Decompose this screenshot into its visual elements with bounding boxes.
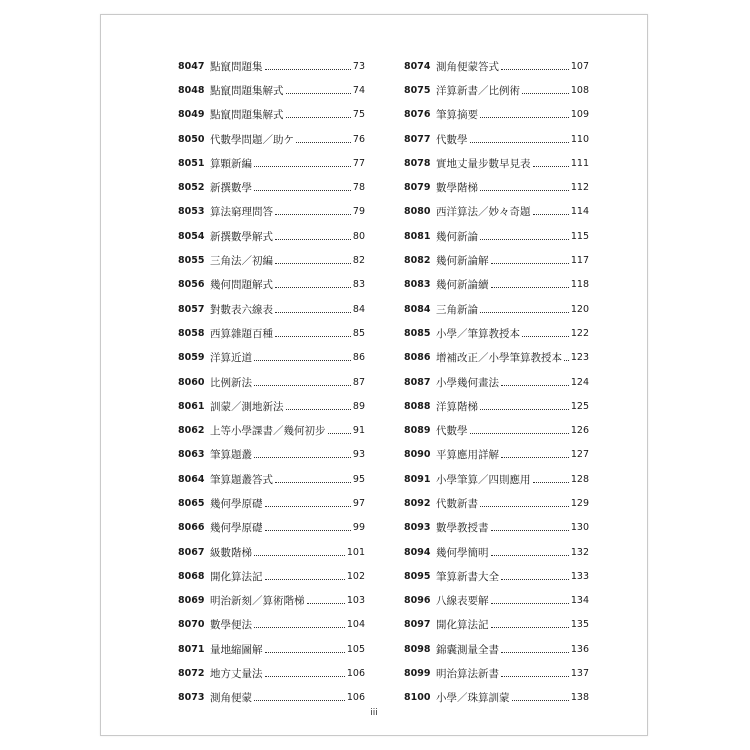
entry-number: 8084 (404, 303, 431, 315)
entry-number: 8064 (178, 473, 205, 485)
entry-number: 8063 (178, 449, 205, 461)
entry-page: 110 (570, 133, 589, 145)
entry-number: 8079 (404, 182, 431, 194)
entry-title: 訓蒙／測地新法 (210, 400, 284, 413)
entry-title: 筆算題叢答式 (210, 473, 273, 486)
dot-leader (501, 652, 569, 653)
toc-entry (178, 661, 365, 685)
toc-entry (178, 321, 365, 345)
entry-title: 洋算近道 (210, 352, 252, 365)
entry-title: 級數階梯 (210, 546, 252, 559)
toc-entry (404, 273, 589, 297)
entry-number: 8060 (178, 376, 205, 388)
entry-title: 筆算題叢 (210, 449, 252, 462)
entry-page: 80 (352, 230, 365, 242)
entry-title: 幾何學原礎 (210, 522, 263, 535)
entry-number: 8070 (178, 619, 205, 631)
entry-page: 135 (570, 619, 589, 631)
entry-page: 82 (352, 255, 365, 267)
toc-entry (404, 175, 589, 199)
entry-page: 93 (352, 449, 365, 461)
toc-entry (178, 151, 365, 175)
entry-title: 實地丈量步數早見表 (436, 157, 531, 170)
entry-title: 平算應用詳解 (436, 449, 499, 462)
toc-entry (404, 418, 589, 442)
entry-number: 8081 (404, 230, 431, 242)
toc-entry (404, 443, 589, 467)
toc-entry (178, 564, 365, 588)
toc-entry (178, 418, 365, 442)
entry-title: 筆算新書大全 (436, 570, 499, 583)
toc-entry (404, 248, 589, 272)
toc-entry (404, 540, 589, 564)
entry-page: 105 (346, 643, 365, 655)
entry-page: 104 (346, 619, 365, 631)
dot-leader (522, 93, 569, 94)
dot-leader (480, 239, 569, 240)
entry-number: 8087 (404, 376, 431, 388)
entry-number: 8069 (178, 595, 205, 607)
entry-title: 上等小學課書／幾何初步 (210, 425, 326, 438)
dot-leader (564, 360, 569, 361)
entry-number: 8083 (404, 279, 431, 291)
entry-page: 120 (570, 303, 589, 315)
dot-leader (533, 482, 569, 483)
entry-title: 增補改正／小學筆算教授本 (436, 352, 562, 365)
entry-number: 8058 (178, 327, 205, 339)
dot-leader (491, 263, 569, 264)
entry-number: 8077 (404, 133, 431, 145)
entry-number: 8049 (178, 109, 205, 121)
entry-page: 130 (570, 522, 589, 534)
entry-number: 8057 (178, 303, 205, 315)
entry-page: 138 (570, 692, 589, 704)
toc-entry (178, 467, 365, 491)
entry-page: 114 (570, 206, 589, 218)
entry-page: 85 (352, 327, 365, 339)
entry-page: 129 (570, 497, 589, 509)
entry-number: 8047 (178, 60, 205, 72)
dot-leader (480, 190, 569, 191)
entry-page: 107 (570, 60, 589, 72)
dot-leader (501, 579, 569, 580)
entry-title: 幾何新論 (436, 230, 478, 243)
entry-number: 8062 (178, 425, 205, 437)
toc-entry (404, 370, 589, 394)
toc-entry (178, 175, 365, 199)
dot-leader (533, 166, 569, 167)
entry-number: 8065 (178, 497, 205, 509)
entry-number: 8098 (404, 643, 431, 655)
toc-entry (404, 589, 589, 613)
entry-title: 幾何問題解式 (210, 279, 273, 292)
toc-entry (404, 686, 589, 710)
entry-page: 109 (570, 109, 589, 121)
toc-entry (178, 394, 365, 418)
toc-entry (178, 613, 365, 637)
entry-page: 97 (352, 497, 365, 509)
entry-title: 三角新論 (436, 303, 478, 316)
entry-title: 幾何新論續 (436, 279, 489, 292)
entry-page: 84 (352, 303, 365, 315)
toc-entry (178, 516, 365, 540)
entry-title: 西算雜題百種 (210, 327, 273, 340)
toc-entry (404, 127, 589, 151)
dot-leader (501, 69, 569, 70)
entry-number: 8096 (404, 595, 431, 607)
dot-leader (265, 676, 345, 677)
entry-number: 8088 (404, 400, 431, 412)
dot-leader (470, 433, 569, 434)
dot-leader (480, 409, 569, 410)
entry-page: 132 (570, 546, 589, 558)
dot-leader (254, 166, 351, 167)
entry-page: 102 (346, 570, 365, 582)
toc-page (100, 14, 648, 736)
entry-number: 8085 (404, 327, 431, 339)
toc-column-left (178, 54, 365, 710)
entry-number: 8089 (404, 425, 431, 437)
dot-leader (254, 457, 351, 458)
entry-page: 115 (570, 230, 589, 242)
entry-page: 74 (352, 84, 365, 96)
entry-page: 118 (570, 279, 589, 291)
entry-page: 95 (352, 473, 365, 485)
entry-title: 幾何學原礎 (210, 497, 263, 510)
entry-title: 算法窮理問答 (210, 206, 273, 219)
entry-title: 測角便蒙答式 (436, 60, 499, 73)
entry-page: 106 (346, 692, 365, 704)
entry-title: 筆算摘要 (436, 109, 478, 122)
entry-number: 8086 (404, 352, 431, 364)
entry-number: 8051 (178, 157, 205, 169)
entry-number: 8097 (404, 619, 431, 631)
toc-entry (404, 103, 589, 127)
toc-entry (178, 370, 365, 394)
entry-number: 8052 (178, 182, 205, 194)
toc-column-right (404, 54, 589, 710)
dot-leader (491, 603, 569, 604)
dot-leader (296, 142, 351, 143)
entry-page: 73 (352, 60, 365, 72)
entry-number: 8074 (404, 60, 431, 72)
toc-entry (404, 491, 589, 515)
entry-page: 99 (352, 522, 365, 534)
entry-page: 75 (352, 109, 365, 121)
entry-title: 西洋算法／妙々奇題 (436, 206, 531, 219)
toc-entry (178, 589, 365, 613)
dot-leader (286, 409, 351, 410)
entry-title: 量地縮圖解 (210, 643, 263, 656)
entry-title: 開化算法記 (436, 619, 489, 632)
entry-page: 127 (570, 449, 589, 461)
entry-number: 8100 (404, 692, 431, 704)
dot-leader (328, 433, 351, 434)
dot-leader (491, 555, 569, 556)
entry-page: 111 (570, 157, 589, 169)
entry-number: 8075 (404, 84, 431, 96)
entry-title: 明治新刻／算術階梯 (210, 595, 305, 608)
dot-leader (533, 214, 569, 215)
toc-entry (178, 273, 365, 297)
toc-entry (404, 516, 589, 540)
toc-entry (404, 564, 589, 588)
dot-leader (265, 652, 345, 653)
entry-title: 新撰數學 (210, 182, 252, 195)
entry-number: 8082 (404, 255, 431, 267)
entry-title: 小學筆算／四則應用 (436, 473, 531, 486)
entry-title: 點竄問題集解式 (210, 109, 284, 122)
toc-entry (178, 686, 365, 710)
entry-page: 101 (346, 546, 365, 558)
dot-leader (275, 312, 351, 313)
entry-title: 代數學 (436, 133, 468, 146)
toc-entry (178, 200, 365, 224)
entry-page: 103 (346, 595, 365, 607)
toc-entry (404, 661, 589, 685)
dot-leader (480, 117, 569, 118)
entry-title: 開化算法記 (210, 570, 263, 583)
entry-title: 小學／筆算教授本 (436, 327, 520, 340)
dot-leader (512, 700, 569, 701)
toc-entry (404, 78, 589, 102)
entry-page: 133 (570, 570, 589, 582)
entry-title: 八線表要解 (436, 595, 489, 608)
entry-page: 91 (352, 425, 365, 437)
dot-leader (254, 190, 351, 191)
entry-page: 106 (346, 668, 365, 680)
dot-leader (501, 385, 569, 386)
dot-leader (265, 579, 345, 580)
dot-leader (501, 676, 569, 677)
dot-leader (522, 336, 569, 337)
dot-leader (307, 603, 345, 604)
toc-entry (178, 54, 365, 78)
entry-number: 8059 (178, 352, 205, 364)
dot-leader (286, 93, 351, 94)
entry-title: 幾何學簡明 (436, 546, 489, 559)
entry-number: 8073 (178, 692, 205, 704)
entry-title: 洋算新書／比例術 (436, 84, 520, 97)
entry-page: 124 (570, 376, 589, 388)
entry-page: 126 (570, 425, 589, 437)
entry-page: 77 (352, 157, 365, 169)
dot-leader (470, 142, 569, 143)
entry-title: 數學階梯 (436, 182, 478, 195)
entry-number: 8050 (178, 133, 205, 145)
entry-number: 8099 (404, 668, 431, 680)
toc-entry (404, 297, 589, 321)
entry-page: 122 (570, 327, 589, 339)
dot-leader (254, 700, 345, 701)
entry-title: 代數學 (436, 425, 468, 438)
entry-page: 76 (352, 133, 365, 145)
entry-title: 數學便法 (210, 619, 252, 632)
entry-page: 125 (570, 400, 589, 412)
dot-leader (491, 287, 569, 288)
toc-entry (404, 613, 589, 637)
entry-title: 代數新書 (436, 497, 478, 510)
entry-title: 小學幾何畫法 (436, 376, 499, 389)
toc-entry (178, 103, 365, 127)
entry-number: 8080 (404, 206, 431, 218)
entry-title: 代數學問題／助ケ (210, 133, 294, 146)
entry-number: 8091 (404, 473, 431, 485)
dot-leader (265, 69, 351, 70)
entry-number: 8068 (178, 570, 205, 582)
entry-page: 79 (352, 206, 365, 218)
toc-entry (404, 151, 589, 175)
dot-leader (254, 555, 345, 556)
entry-page: 89 (352, 400, 365, 412)
entry-page: 83 (352, 279, 365, 291)
entry-title: 點竄問題集解式 (210, 84, 284, 97)
entry-number: 8078 (404, 157, 431, 169)
toc-entry (178, 78, 365, 102)
toc-entry (178, 297, 365, 321)
entry-number: 8056 (178, 279, 205, 291)
toc-entry (178, 127, 365, 151)
dot-leader (275, 336, 351, 337)
dot-leader (275, 287, 351, 288)
entry-title: 錦囊測量全書 (436, 643, 499, 656)
entry-title: 洋算階梯 (436, 400, 478, 413)
entry-title: 小學／珠算訓蒙 (436, 692, 510, 705)
dot-leader (254, 385, 351, 386)
dot-leader (275, 239, 351, 240)
entry-number: 8061 (178, 400, 205, 412)
toc-entry (178, 637, 365, 661)
entry-number: 8055 (178, 255, 205, 267)
entry-number: 8072 (178, 668, 205, 680)
toc-entry (404, 321, 589, 345)
dot-leader (265, 506, 351, 507)
entry-page: 86 (352, 352, 365, 364)
toc-entry (178, 540, 365, 564)
entry-number: 8048 (178, 84, 205, 96)
toc-entry (404, 637, 589, 661)
dot-leader (275, 214, 351, 215)
entry-number: 8076 (404, 109, 431, 121)
toc-entry (178, 491, 365, 515)
entry-title: 數學教授書 (436, 522, 489, 535)
entry-number: 8090 (404, 449, 431, 461)
dot-leader (501, 457, 569, 458)
entry-page: 117 (570, 255, 589, 267)
toc-entry (178, 248, 365, 272)
entry-page: 87 (352, 376, 365, 388)
toc-entry (404, 467, 589, 491)
dot-leader (491, 530, 569, 531)
entry-page: 112 (570, 182, 589, 194)
toc-entry (404, 54, 589, 78)
entry-title: 三角法／初編 (210, 255, 273, 268)
entry-title: 幾何新論解 (436, 255, 489, 268)
toc-entry (404, 224, 589, 248)
dot-leader (265, 530, 351, 531)
dot-leader (275, 263, 351, 264)
entry-number: 8092 (404, 497, 431, 509)
entry-title: 點竄問題集 (210, 60, 263, 73)
page-number-footer: iii (370, 708, 378, 718)
entry-page: 108 (570, 84, 589, 96)
entry-title: 算顆新編 (210, 157, 252, 170)
toc-entry (178, 224, 365, 248)
dot-leader (491, 627, 569, 628)
entry-number: 8067 (178, 546, 205, 558)
entry-page: 78 (352, 182, 365, 194)
dot-leader (275, 482, 351, 483)
entry-title: 對數表六線表 (210, 303, 273, 316)
entry-page: 128 (570, 473, 589, 485)
toc-entry (404, 394, 589, 418)
entry-page: 134 (570, 595, 589, 607)
entry-title: 地方丈量法 (210, 668, 263, 681)
dot-leader (286, 117, 351, 118)
toc-entry (178, 443, 365, 467)
dot-leader (254, 627, 345, 628)
entry-title: 明治算法新書 (436, 668, 499, 681)
entry-number: 8054 (178, 230, 205, 242)
entry-title: 測角便蒙 (210, 692, 252, 705)
entry-number: 8095 (404, 570, 431, 582)
entry-number: 8094 (404, 546, 431, 558)
entry-title: 新撰數學解式 (210, 230, 273, 243)
entry-number: 8066 (178, 522, 205, 534)
dot-leader (480, 312, 569, 313)
dot-leader (480, 506, 569, 507)
toc-entry (404, 346, 589, 370)
entry-number: 8093 (404, 522, 431, 534)
entry-number: 8053 (178, 206, 205, 218)
entry-page: 123 (570, 352, 589, 364)
entry-number: 8071 (178, 643, 205, 655)
entry-title: 比例新法 (210, 376, 252, 389)
entry-page: 136 (570, 643, 589, 655)
entry-page: 137 (570, 668, 589, 680)
dot-leader (254, 360, 351, 361)
toc-entry (178, 346, 365, 370)
toc-entry (404, 200, 589, 224)
